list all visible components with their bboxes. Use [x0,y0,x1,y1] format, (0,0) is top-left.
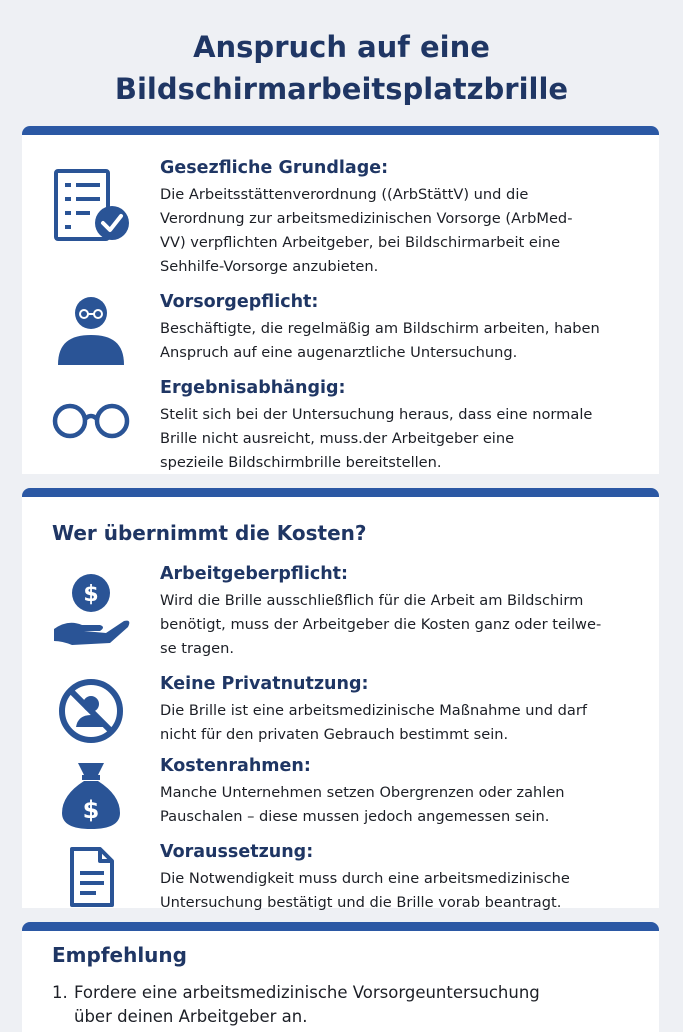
body-line: Manche Unternehmen setzen Obergrenzen oder zahlen [160,784,565,801]
body-line: Pauschalen – diese mussen jedoch angemessen sein. [160,808,550,825]
section-heading: Wer übernimmt die Kosten? [52,521,367,545]
title-line-2: Bildschirmarbeitsplatzbrille [114,72,569,106]
money-bag-icon [48,757,134,833]
checklist-icon [48,165,134,245]
no-private-icon [48,677,134,747]
body-line: Anspruch auf eine augenarztliche Untersuchung. [160,344,518,361]
title-line-1: Anspruch auf eine [193,30,490,64]
item-heading: Ergebnisabhängig: [160,378,346,398]
item-heading: Vorsorgepflicht: [160,292,319,312]
item-heading: Arbeitgeberpflicht: [160,564,349,584]
body-line: Untersuchung bestätigt und die Brille vorab beantragt. [160,894,562,911]
body-line: spezieile Bildschirmbrille bereitstellen. [160,454,442,471]
list-line: Fordere eine arbeitsmedizinische Vorsorgeuntersuchung [74,983,540,1002]
body-line: Verordnung zur arbeitsmedizinischen Vorsorge (ArbMed- [160,210,573,227]
list-number: 1. [52,983,68,1002]
section-heading: Empfehlung [52,943,187,967]
person-glasses-icon [48,291,134,371]
item-heading: Gesezfliche Grundlage: [160,158,389,178]
document-icon [48,845,134,909]
item-body [160,781,646,829]
body-line: benötigt, muss der Arbeitgeber die Kosten ganz oder teilwe- [160,616,602,633]
item-body [160,403,646,475]
recommendation-card [22,922,659,1032]
item-heading: Voraussetzung: [160,842,314,862]
item-heading: Kostenrahmen: [160,756,311,776]
body-line: Die Arbeitsstättenverordnung ((ArbStättV) und die [160,186,529,203]
body-line: VV) verpflichten Arbeitgeber, bei Bildschirmarbeit eine [160,234,561,251]
list-line: über deinen Arbeitgeber an. [74,1007,308,1026]
body-line: se tragen. [160,640,235,657]
body-line: Wird die Brille ausschließflich für die Arbeit am Bildschirm [160,592,584,609]
item-body [160,589,646,661]
body-line: nicht für den privaten Gebrauch bestimmt sein. [160,726,509,743]
body-line: Beschäftigte, die regelmäßig am Bildschirm arbeiten, haben [160,320,600,337]
item-heading: Keine Privatnutzung: [160,674,369,694]
recommendation-list [52,981,652,1029]
svg-text:$: $ [83,582,99,607]
item-body [160,699,646,747]
list-item [52,981,652,1029]
item-body [160,183,646,279]
svg-text:$: $ [82,796,100,824]
legal-basis-card [22,126,659,474]
page-title [0,26,683,110]
body-line: Sehhilfe-Vorsorge anzubieten. [160,258,379,275]
body-line: Brille nicht ausreicht, muss.der Arbeitgeber eine [160,430,515,447]
hand-coin-icon [48,569,134,649]
item-body [160,867,646,915]
glasses-icon [48,395,134,445]
body-line: Stelit sich bei der Untersuchung heraus, dass eine normale [160,406,593,423]
costs-card [22,488,659,911]
body-line: Die Brille ist eine arbeitsmedizinische Maßnahme und darf [160,702,587,719]
item-body [160,317,646,365]
body-line: Die Notwendigkeit muss durch eine arbeitsmedizinische [160,870,570,887]
